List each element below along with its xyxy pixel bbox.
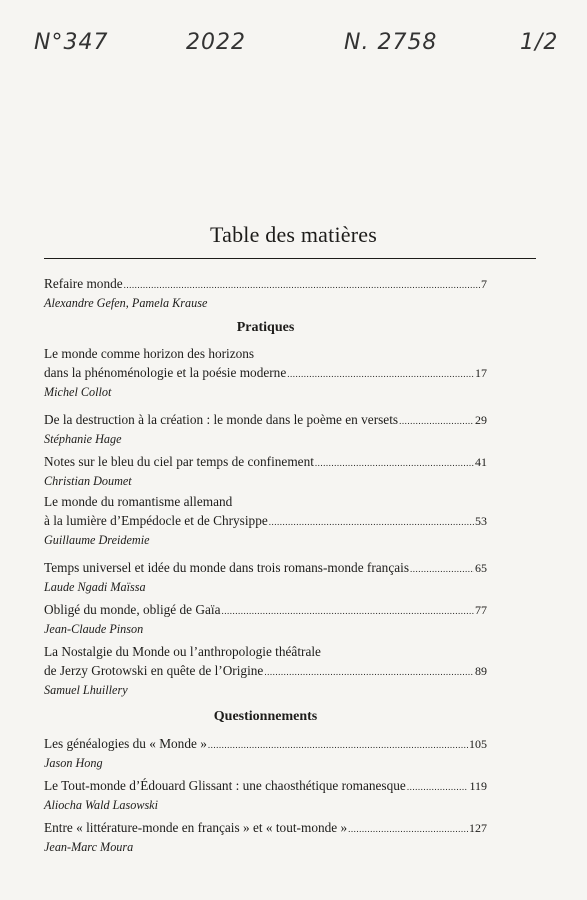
- toc-entry-title-line: Obligé du monde, obligé de Gaïa: [44, 602, 221, 617]
- leader-dots: [399, 416, 474, 426]
- toc-entry-title-line: Entre « littérature-monde en français » et « tout-monde »: [44, 820, 348, 835]
- toc-entry-page: 77: [475, 603, 487, 617]
- toc-entry: [44, 346, 487, 400]
- toc-entry-author: Laude Ngadi Maïssa: [44, 580, 146, 594]
- toc-entry-title-line: Le Tout-monde d’Édouard Glissant : une chaosthétique romanesque: [44, 778, 406, 793]
- toc-entry-author: Jean-Claude Pinson: [44, 622, 144, 636]
- toc-entry-title-line: De la destruction à la création : le monde dans le poème en versets: [44, 412, 399, 427]
- toc-entry-page: 127: [469, 821, 487, 835]
- toc-entry-page: 53: [475, 514, 487, 528]
- toc-entry-intro: [44, 276, 487, 311]
- leader-dots: [410, 564, 474, 574]
- toc-entry-author: Jason Hong: [44, 756, 103, 770]
- toc-entry-author: Jean-Marc Moura: [44, 840, 134, 854]
- toc-entry-title-line: Temps universel et idée du monde dans trois romans-monde français: [44, 560, 410, 575]
- toc-entry-page: 29: [475, 413, 487, 427]
- toc-entry-author: Michel Collot: [44, 385, 112, 399]
- toc-entry-author: Samuel Lhuillery: [44, 683, 128, 697]
- toc-entry-page: 119: [469, 779, 487, 793]
- handwritten-note-number: N°347: [34, 30, 109, 55]
- toc-entry-page: 105: [469, 737, 487, 751]
- toc-entry-author: Alexandre Gefen, Pamela Krause: [44, 296, 208, 310]
- toc-entry-title-line: Notes sur le bleu du ciel par temps de confinement: [44, 454, 314, 469]
- toc-entry-title-line: La Nostalgie du Monde ou l’anthropologie théâtrale: [44, 644, 321, 659]
- leader-dots: [124, 280, 480, 290]
- page-title: Table des matières: [210, 222, 377, 247]
- leader-dots: [264, 667, 474, 677]
- toc-entry-title-line: Le monde comme horizon des horizons: [44, 346, 255, 361]
- toc-entry: [44, 494, 487, 548]
- toc-entry-author: Stéphanie Hage: [44, 432, 122, 446]
- toc-entry-title: Refaire monde: [44, 276, 123, 291]
- section-heading-pratiques: Pratiques: [236, 320, 295, 335]
- toc-entry: [44, 736, 487, 771]
- toc-entry-title-line: Les généalogies du « Monde »: [44, 736, 207, 751]
- title-rule: [44, 258, 536, 259]
- toc-entry-title-line: dans la phénoménologie et la poésie moderne: [44, 365, 287, 380]
- leader-dots: [208, 740, 468, 750]
- toc-entry-page: 41: [475, 455, 487, 469]
- toc-entry-title-line: Le monde du romantisme allemand: [44, 494, 233, 509]
- section-heading-questionnements: Questionnements: [213, 709, 318, 724]
- toc-entry-author: Christian Doumet: [44, 474, 132, 488]
- toc-entry-author: Guillaume Dreidemie: [44, 533, 150, 547]
- toc-entry-page: 65: [475, 561, 487, 575]
- toc-entry: [44, 412, 487, 447]
- toc-entry-title-line: de Jerzy Grotowski en quête de l’Origine: [44, 663, 264, 678]
- toc-entry-author: Aliocha Wald Lasowski: [44, 798, 158, 812]
- leader-dots: [287, 369, 474, 379]
- toc-entry-title-line: à la lumière d’Empédocle et de Chrysippe: [44, 513, 268, 528]
- leader-dots: [222, 606, 474, 616]
- toc-entry: [44, 644, 487, 698]
- handwritten-note-id: N. 2758: [344, 30, 438, 55]
- leader-dots: [348, 824, 468, 834]
- toc-entry: [44, 560, 487, 595]
- leader-dots: [407, 782, 469, 792]
- leader-dots: [315, 458, 474, 468]
- toc-entry-page: 17: [475, 366, 487, 380]
- toc-entry-page: 89: [475, 664, 487, 678]
- toc-entry: [44, 454, 487, 489]
- handwritten-note-year: 2022: [186, 30, 246, 55]
- toc-entry-page: 7: [481, 277, 487, 291]
- handwritten-note-part: 1/2: [520, 30, 559, 55]
- leader-dots: [269, 517, 474, 527]
- toc-entry: [44, 602, 487, 637]
- toc-entry: [44, 820, 487, 855]
- toc-entry: [44, 778, 487, 813]
